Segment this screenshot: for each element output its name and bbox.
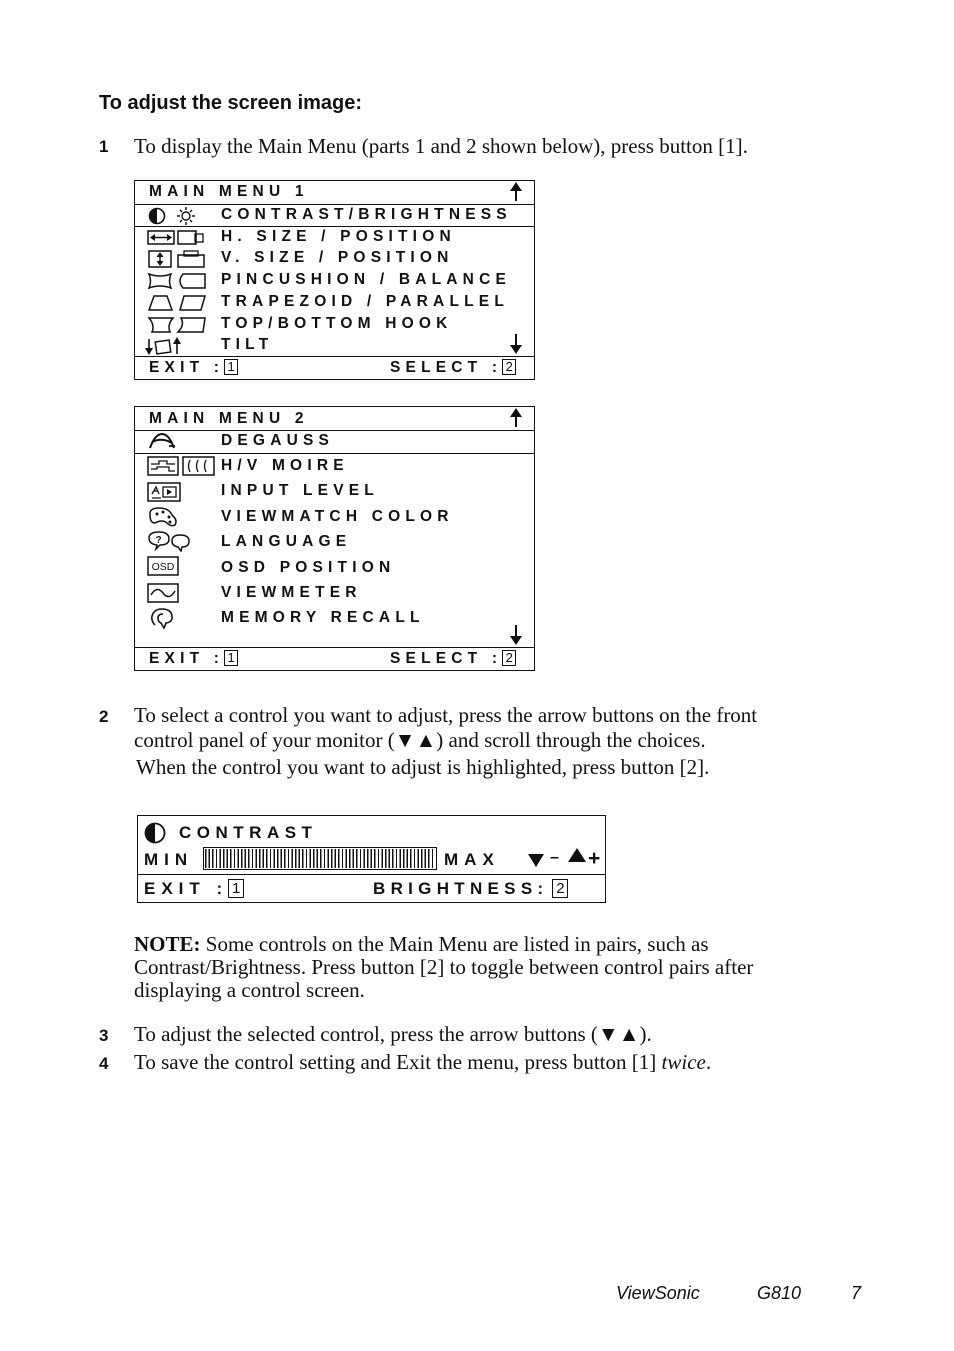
menu-item-label[interactable]: VIEWMETER [221,584,362,601]
arrow-up-icon[interactable] [568,848,586,862]
section-heading: To adjust the screen image: [99,92,363,114]
svg-text:?: ? [155,535,162,546]
control-title: CONTRAST [179,823,318,842]
degauss-icon [147,432,177,450]
hook-icon [147,316,207,334]
menu-item-label[interactable]: V. SIZE / POSITION [221,249,454,266]
menu-item-label[interactable]: VIEWMATCH COLOR [221,508,454,525]
step-text: To select a control you want to adjust, press the arrow buttons on the front [134,703,758,727]
v-size-position-icon [147,250,207,269]
note-line: displaying a control screen. [134,978,365,1002]
menu-item-label[interactable]: PINCUSHION / BALANCE [221,271,512,288]
menu-item-label[interactable]: TOP/BOTTOM HOOK [221,315,453,332]
max-label: MAX [444,850,500,869]
trapezoid-parallel-icon [147,294,207,312]
note-line: Contrast/Brightness. Press button [2] to toggle between control pairs after [134,955,754,979]
memory-recall-icon [149,607,179,629]
arrow-up-icon [509,182,523,202]
step-text: When the control you want to adjust is highlighted, press button [2]. [136,755,710,779]
menu-item-label[interactable]: H. SIZE / POSITION [221,228,456,245]
button-1-key: 1 [228,879,244,898]
step-text: To save the control setting and Exit the menu, press button [1] twice. [134,1050,712,1074]
menu-item-label[interactable]: H/V MOIRE [221,457,349,474]
exit-hint: EXIT : 1 [149,359,238,377]
contrast-brightness-icon [147,207,203,225]
brightness-hint: BRIGHTNESS: 2 [373,879,568,899]
arrow-down-icon [509,334,523,354]
h-size-position-icon [147,229,207,247]
minus-sign: – [550,849,559,866]
language-icon [147,530,193,552]
moire-icon [147,456,217,476]
step-number: 4 [99,1054,109,1073]
menu-item-label[interactable]: INPUT LEVEL [221,482,379,499]
menu-item-label[interactable]: DEGAUSS [221,432,335,449]
level-slider[interactable] [203,847,437,870]
button-1-key: 1 [224,359,238,375]
osd-icon-text: OSD [151,561,175,573]
color-palette-icon [147,506,181,528]
menu-item-label[interactable]: MEMORY RECALL [221,609,425,626]
note-label: NOTE: [134,932,201,956]
arrow-down-icon[interactable] [528,854,544,867]
step-text: To display the Main Menu (parts 1 and 2 shown below), press button [1]. [134,134,748,158]
exit-hint: EXIT : 1 [149,650,238,668]
contrast-control-screen [137,815,606,903]
select-hint: SELECT : 2 [390,650,516,668]
main-menu-2 [134,406,535,671]
min-label: MIN [144,850,194,869]
menu-title: MAIN MENU 1 [149,183,309,200]
step-number: 1 [99,137,109,156]
button-2-key: 2 [502,359,516,375]
menu-item-label[interactable]: TILT [221,336,274,353]
menu-title: MAIN MENU 2 [149,410,309,427]
step-text: To adjust the selected control, press the arrow buttons (▼▲). [134,1022,652,1046]
viewmeter-icon [147,583,181,603]
menu-item-label[interactable]: TRAPEZOID / PARALLEL [221,293,509,310]
footer-brand: ViewSonic [616,1283,700,1303]
main-menu-1 [134,180,535,380]
step-number: 2 [99,707,109,726]
tilt-icon [145,336,185,356]
menu-item-label[interactable]: CONTRAST/BRIGHTNESS [221,206,512,223]
menu-item-label[interactable]: LANGUAGE [221,533,352,550]
osd-icon [147,556,181,576]
page-number: 7 [851,1283,862,1303]
arrow-up-icon [509,408,523,428]
plus-sign: + [588,847,601,870]
exit-hint: EXIT : 1 [144,879,244,899]
note-line: NOTE: Some controls on the Main Menu are listed in pairs, such as [134,932,709,956]
step-text: control panel of your monitor (▼▲) and scroll through the choices. [134,728,706,752]
pincushion-balance-icon [147,272,207,290]
arrow-down-icon [509,625,523,645]
button-2-key: 2 [552,879,568,898]
level-slider-fill [205,849,435,868]
button-2-key: 2 [502,650,516,666]
select-hint: SELECT : 2 [390,359,516,377]
menu-item-label[interactable]: OSD POSITION [221,559,396,576]
button-1-key: 1 [224,650,238,666]
input-level-icon [147,482,183,502]
contrast-icon [144,822,168,844]
step-number: 3 [99,1026,109,1045]
footer-model: G810 [757,1283,802,1303]
